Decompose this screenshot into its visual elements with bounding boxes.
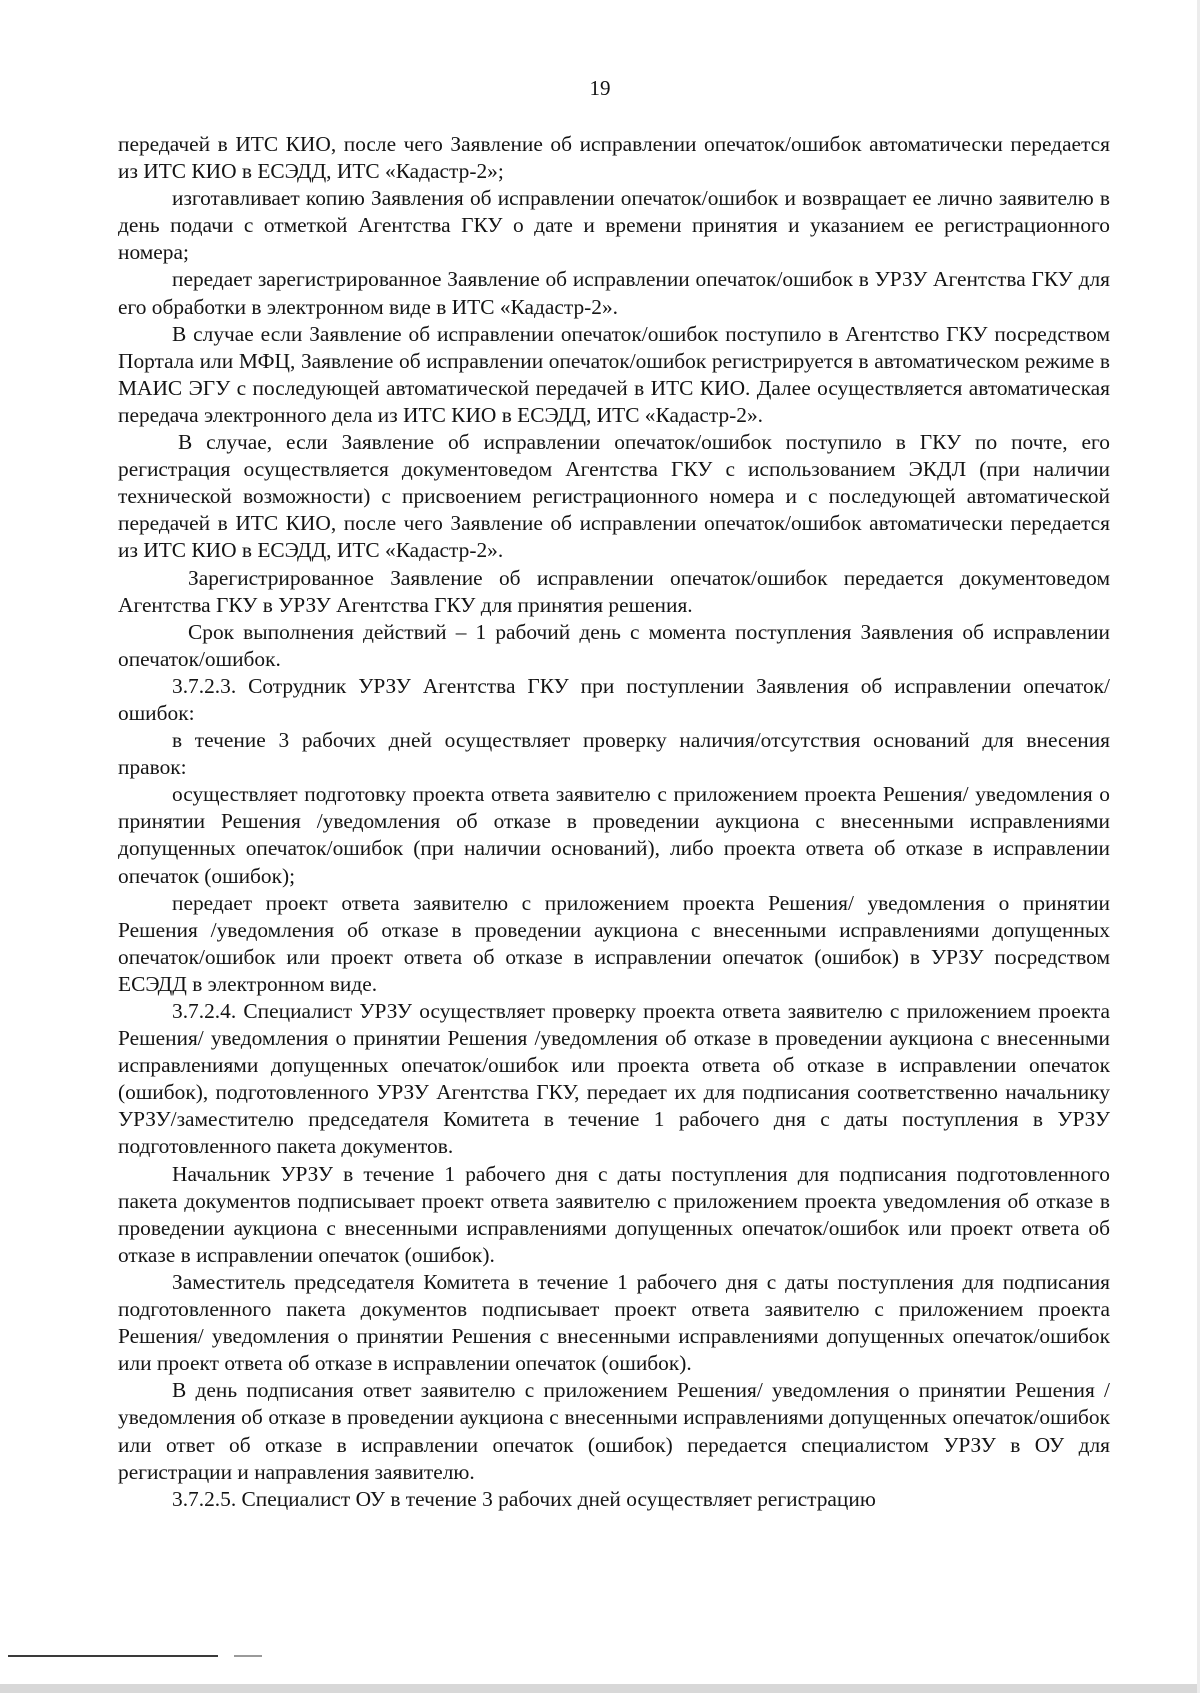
section-heading: 3.7.2.4. Специалист УРЗУ осуществляет проверку проекта ответа заявителю с приложением проекта Решения/ уведомления о принятии Решения /уведомления об отказе в проведении аукциона с внесенными исправлениями допущенных опечаток/ошибок или проекта ответа об отказе в исправлении опечаток (ошибок), подготовленного УРЗУ Агентства ГКУ, передает их для подписания соответственно начальнику УРЗУ/заместителю председателя Комитета в течение 1 рабочего дня с даты поступления в УРЗУ подготовленного пакета документов. [118, 999, 1110, 1159]
section-heading: 3.7.2.3. Сотрудник УРЗУ Агентства ГКУ при поступлении Заявления об исправлении опечаток/ошибок: [118, 673, 1110, 725]
paragraph: В день подписания ответ заявителю с приложением Решения/ уведомления о принятии Решения /уведомления об отказе в проведении аукциона с внесенными исправлениями допущенных опечаток/ошибок или ответ об отказе в исправлении опечаток (ошибок) передается специалистом УРЗУ в ОУ для регистрации и направления заявителю. [118, 1378, 1110, 1484]
paragraph: в течение 3 рабочих дней осуществляет проверку наличия/отсутствия оснований для внесения правок: [118, 728, 1110, 780]
paragraph: передает зарегистрированное Заявление об исправлении опечаток/ошибок в УРЗУ Агентства ГКУ для его обработки в электронном виде в ИТС «Кадастр-2». [118, 267, 1110, 319]
paragraph: изготавливает копию Заявления об исправлении опечаток/ошибок и возвращает ее лично заявителю в день подачи с отметкой Агентства ГКУ о дате и времени принятия и указанием ее регистрационного номера; [118, 186, 1110, 265]
paragraph: Срок выполнения действий – 1 рабочий день с момента поступления Заявления об исправлении опечаток/ошибок. [118, 619, 1110, 671]
paragraph: осуществляет подготовку проекта ответа заявителю с приложением проекта Решения/ уведомления о принятии Решения /уведомления об отказе в проведении аукциона с внесенными исправлениями допущенных опечаток/ошибок (при наличии оснований), либо проекта ответа об отказе в исправлении опечаток (ошибок); [118, 782, 1110, 888]
paragraph: Начальник УРЗУ в течение 1 рабочего дня с даты поступления для подписания подготовленного пакета документов подписывает проект ответа заявителю с приложением проекта уведомления об отказе в проведении аукциона с внесенными исправлениями допущенных опечаток/ошибок или проект ответа об отказе в исправлении опечаток (ошибок). [118, 1161, 1110, 1267]
paragraph: передает проект ответа заявителю с приложением проекта Решения/ уведомления о принятии Решения /уведомления об отказе в проведении аукциона с внесенными исправлениями допущенных опечаток/ошибок или проект ответа об отказе в исправлении опечаток (ошибок) в УРЗУ посредством ЕСЭДД в электронном виде. [118, 890, 1110, 996]
page-number: 19 [589, 76, 611, 100]
paragraph: Зарегистрированное Заявление об исправлении опечаток/ошибок передается документоведом Агентства ГКУ в УРЗУ Агентства ГКУ для принятия решения. [118, 565, 1110, 617]
scan-artifact-line [8, 1655, 218, 1657]
document-body [118, 131, 1110, 1513]
paragraph: передачей в ИТС КИО, после чего Заявление об исправлении опечаток/ошибок автоматически передается из ИТС КИО в ЕСЭДД, ИТС «Кадастр-2»; [118, 132, 1110, 184]
scan-bottom-edge [0, 1684, 1200, 1693]
section-heading: 3.7.2.5. Специалист ОУ в течение 3 рабочих дней осуществляет регистрацию [172, 1486, 876, 1511]
paragraph: В случае если Заявление об исправлении опечаток/ошибок поступило в Агентство ГКУ посредством Портала или МФЦ, Заявление об исправлении опечаток/ошибок регистрируется в автоматическом режиме в МАИС ЭГУ с последующей автоматической передачей в ИТС КИО. Далее осуществляется автоматическая передача электронного дела из ИТС КИО в ЕСЭДД, ИТС «Кадастр-2». [118, 321, 1110, 427]
scan-artifact-line [234, 1655, 262, 1657]
paragraph: Заместитель председателя Комитета в течение 1 рабочего дня с даты поступления для подписания подготовленного пакета документов подписывает проект ответа заявителю с приложением проекта Решения/ уведомления о принятии Решения с внесенными исправлениями допущенных опечаток/ошибок или проект ответа об отказе в исправлении опечаток (ошибок). [118, 1269, 1110, 1376]
paragraph: В случае, если Заявление об исправлении опечаток/ошибок поступило в ГКУ по почте, его регистрация осуществляется документоведом Агентства ГКУ с использованием ЭКДЛ (при наличии технической возможности) с присвоением регистрационного номера и с последующей автоматической передачей в ИТС КИО, после чего Заявление об исправлении опечаток/ошибок автоматически передается из ИТС КИО в ЕСЭДД, ИТС «Кадастр-2». [118, 430, 1110, 563]
